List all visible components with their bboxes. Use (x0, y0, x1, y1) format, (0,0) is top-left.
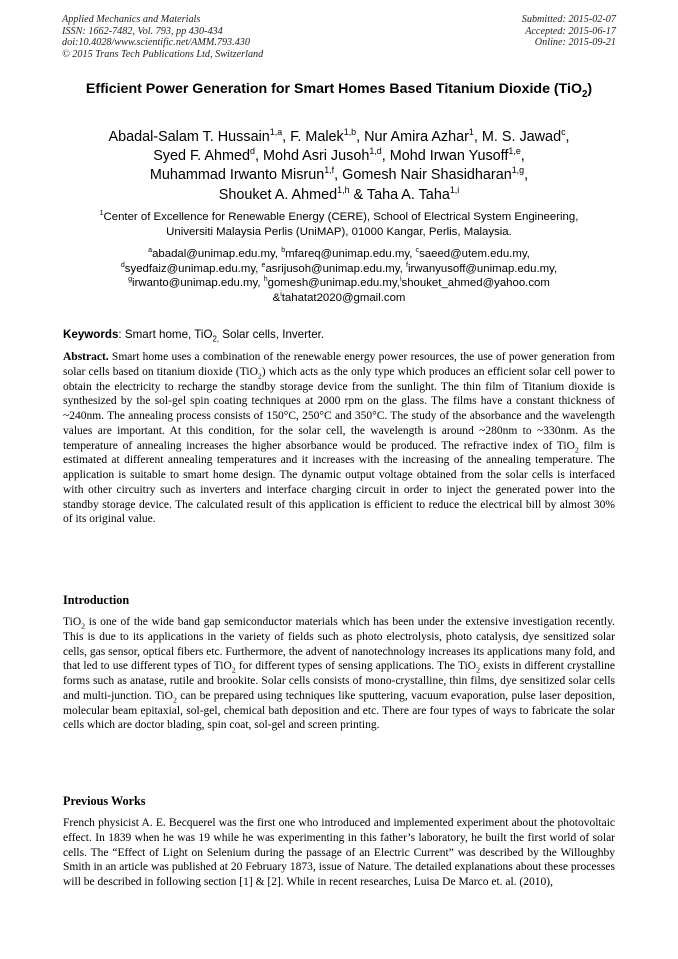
email-separator: , (409, 248, 416, 260)
email-address: mfareq@unimap.edu.my (285, 248, 410, 260)
email-address: gomesh@unimap.edu.my (267, 277, 397, 290)
abstract (63, 350, 615, 527)
intro-text: is one of the wide band gap semiconductor materials which has been under the extensive investigation recently. This is due to its applications in the variety of fields such as photo electrolysis, photo catalysis, dye sensitized solar cells, gas sensor, optical fibers etc. Furthermore, the advent of nanotechnology increases its applications many fold, and that led to use different types of TiO (63, 616, 615, 673)
intro-subscript: 2 (81, 621, 86, 631)
author: Muhammad Irwanto Misrun (149, 167, 325, 184)
author-affil-marker: 1,g (511, 165, 525, 176)
author: M. S. Jawad (481, 129, 562, 145)
abstract-text: film is estimated at different annealing temperatures and it increases with the increasing of the annealing temperature. The application is suitable to smart home design. The dynamic output voltage obtained from the solar cells is interfaced with other circuitry such as inverters and interface charging circuit in order to inject the generated power into the standby storage device. The calculated result of this application is efficient to reduce the electrical bill by almost 30% of its original value. (63, 439, 615, 526)
author-affil-marker: 1,f (324, 165, 335, 176)
email-address: irwanyusoff@unimap.edu.my (407, 262, 554, 275)
submitted-date: Submitted: 2015-02-07 (521, 14, 616, 25)
title-end: ) (587, 81, 593, 97)
section-heading-introduction: Introduction (63, 593, 130, 607)
keyword-text: Smart home, TiO (124, 328, 213, 341)
affiliation-line: Center of Excellence for Renewable Energy (CERE), School of Electrical System Engineering, (103, 211, 579, 223)
email-separator: , (553, 262, 558, 275)
paper-title (60, 80, 618, 99)
issn-volume: ISSN: 1662-7482, Vol. 793, pp 430-434 (62, 25, 223, 37)
email-marker: i (399, 276, 402, 284)
affiliation (60, 210, 618, 239)
email-separator: , (396, 277, 400, 290)
email-marker: i (280, 290, 282, 298)
email-separator: , (274, 248, 282, 260)
author: Shouket A. Ahmed (218, 186, 338, 203)
author: F. Malek (290, 129, 344, 145)
author-affil-marker: c (561, 127, 566, 138)
email-address: syedfaiz@unimap.edu.my (124, 262, 256, 275)
previous-works-paragraph: French physicist A. E. Becquerel was the first one who introduced and implemented experiment about the photovoltaic effect. In 1839 when he was 19 while he was experimenting in this father’s laboratory, he built the first world of solar cells. The “Effect of Light on Selenium during the passage of an Electric Current” was described by the Willoughby Smith in an article was published at 20 February 1873, issue of Nature. The detailed explanations about these processes will be described in following section [1] & [2]. While in recent researches, Luisa De Marco et. al. (2010), (63, 817, 615, 888)
email-ampersand: & (272, 291, 281, 304)
title-text: Efficient Power Generation for Smart Homes Based Titanium Dioxide (TiO (85, 81, 583, 97)
introduction-paragraph (63, 615, 615, 733)
author-separator: , (334, 167, 343, 184)
email-marker: g (128, 276, 133, 284)
email-address: tahatat2020@gmail.com (281, 291, 406, 304)
author-separator: , (520, 148, 525, 165)
intro-subscript: 2 (172, 695, 177, 705)
abstract-text: ) which acts as the only type which produces an efficient solar cell power to obtain the electricity to recharge the standby storage device from the sunlight. The thin film of Titanium dioxide is synthesized by the sol-gel spin coating techniques at 2000 rpm on the glass. The films have a constant thickness of ~240nm. The annealing process consists of 150°C, 250°C and 350°C. The study of the absorbance and the wavelength values are important. At this condition, for the solar cell, the wavelength is around ~280nm to ~330nm. As the temperature of annealing increases the higher absorbance would be produced. The refractive index of TiO (63, 365, 615, 452)
keywords-label: Keywords (63, 328, 119, 341)
author: Syed F. Ahmed (153, 148, 250, 165)
author-separator: , (282, 129, 291, 145)
author-affil-marker: 1,d (369, 146, 382, 157)
author-separator: , (524, 167, 529, 184)
author-affil-marker: 1,b (343, 127, 357, 138)
journal-info (62, 14, 263, 60)
author: Abadal-Salam T. Hussain (108, 129, 270, 145)
section-heading-previous-works: Previous Works (63, 794, 146, 808)
author-separator: , (565, 129, 570, 145)
email-separator: , (526, 248, 530, 260)
doi: doi:10.4028/www.scientific.net/AMM.793.430 (62, 37, 250, 49)
keyword-subscript: 2, (212, 334, 220, 344)
author-affil-marker: 1,i (449, 184, 460, 195)
affiliation-marker: 1 (99, 210, 104, 218)
affiliation-line: Universiti Malaysia Perlis (UniMAP), 01000 Kangar, Perlis, Malaysia. (166, 225, 512, 238)
email-marker: c (415, 247, 420, 255)
intro-text: for different types of sensing applications. The TiO (235, 660, 477, 673)
email-line (60, 262, 618, 277)
email-address: asrijusoh@unimap.edu.my (265, 262, 400, 275)
author-separator: , (473, 129, 482, 145)
email-marker: h (263, 276, 268, 284)
email-address: irwanto@unimap.edu.my (132, 277, 258, 290)
intro-subscript: 2 (476, 665, 480, 675)
author-separator: , (254, 148, 263, 165)
publication-dates (522, 14, 616, 49)
author-affil-marker: 1,h (337, 184, 350, 195)
email-separator: , (399, 262, 406, 275)
email-marker: f (405, 261, 408, 269)
author: Mohd Irwan Yusoff (389, 148, 509, 165)
copyright: © 2015 Trans Tech Publications Ltd, Switzerland (62, 48, 264, 60)
author: Taha A. Taha (366, 186, 450, 203)
author-affil-marker: 1,e (508, 146, 521, 157)
keywords-colon: : (118, 328, 125, 341)
abstract-text: Smart home uses a combination of the renewable energy power resources, the use of power generation from solar cells based on titanium dioxide (TiO (63, 351, 615, 378)
title-subscript: 2 (582, 88, 588, 100)
intro-subscript: 2 (231, 665, 236, 675)
email-marker: d (120, 261, 125, 269)
author-separator: & (349, 186, 367, 203)
email-line (60, 276, 618, 291)
email-separator: , (257, 277, 264, 290)
author: Nur Amira Azhar (364, 129, 469, 145)
author-separator: , (381, 148, 390, 165)
email-separator: , (255, 262, 262, 275)
email-marker: e (261, 261, 266, 269)
email-address: saeed@utem.edu.my (419, 248, 527, 260)
abstract-subscript: 2 (574, 444, 579, 454)
email-line (60, 291, 618, 306)
journal-name: Applied Mechanics and Materials (62, 14, 201, 25)
email-line (60, 247, 618, 262)
abstract-subscript: 2 (257, 371, 262, 381)
intro-text: TiO (63, 616, 82, 628)
email-list (60, 247, 618, 305)
author-separator: , (356, 129, 365, 145)
abstract-label: Abstract. (63, 351, 109, 363)
author: Gomesh Nair Shasidharan (342, 167, 512, 184)
author: Mohd Asri Jusoh (262, 148, 370, 165)
email-address: shouket_ahmed@yahoo.com (401, 277, 550, 290)
keyword-text: Solar cells, Inverter. (219, 328, 325, 341)
author-list (60, 128, 618, 205)
email-marker: a (148, 247, 153, 255)
author-affil-marker: 1,a (269, 127, 283, 138)
email-marker: b (281, 247, 286, 255)
author-affil-marker: 1 (468, 127, 474, 138)
keywords (63, 328, 615, 342)
intro-text: can be prepared using techniques like sputtering, vacuum evaporation, pulse laser deposition, molecular beam epitaxial, sol-gel, chemical bath deposition and etc. There are four types of ways to fabricate the solar cells which are doctor blading, spin coat, sol-gel and screen printing. (63, 689, 615, 732)
email-address: abadal@unimap.edu.my (152, 248, 275, 260)
accepted-date: Accepted: 2015-06-17 (525, 25, 616, 37)
online-date: Online: 2015-09-21 (534, 37, 616, 49)
intro-text: exists in different crystalline forms such as anatase, rutile and brookite. Solar cells consists of mono-crystalline, thin films, dye sensitized solar cells and multi-junction. TiO (63, 660, 616, 702)
author-affil-marker: d (249, 146, 255, 157)
